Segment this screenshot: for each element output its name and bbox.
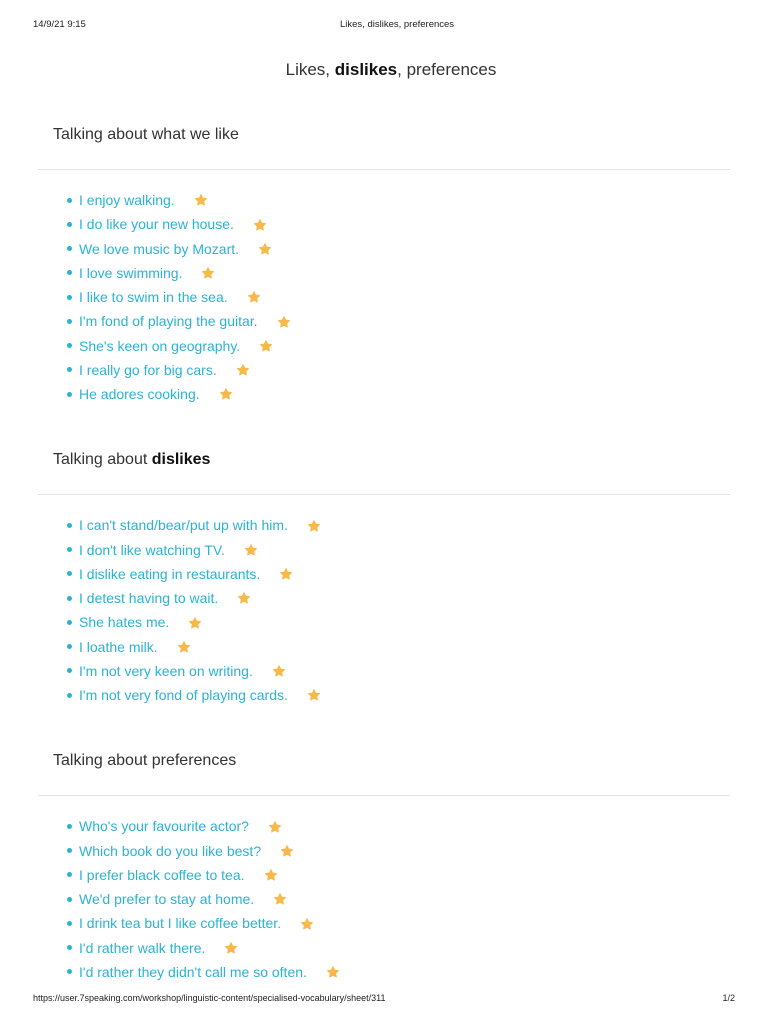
list-item (0, 188, 768, 212)
list-item (0, 659, 768, 683)
list-item (0, 839, 768, 863)
bullet-dot (67, 343, 72, 348)
star-icon[interactable] (259, 339, 273, 353)
star-icon[interactable] (264, 868, 278, 882)
star-icon[interactable] (224, 941, 238, 955)
phrase-text[interactable]: I can't stand/bear/put up with him. (79, 517, 288, 534)
bullet-dot (67, 295, 72, 300)
phrase-text[interactable]: We love music by Mozart. (79, 240, 240, 257)
print-date: 14/9/21 9:15 (33, 19, 86, 30)
page-title-end: , preferences (397, 60, 497, 79)
bullet-dot (67, 945, 72, 950)
list-item (0, 538, 768, 562)
phrase-text[interactable]: I really go for big cars. (79, 361, 217, 378)
list-item (0, 513, 768, 537)
star-icon[interactable] (194, 193, 208, 207)
list-item (0, 683, 768, 707)
phrase-text[interactable]: I love swimming. (79, 264, 183, 281)
list-item (0, 212, 768, 236)
list-item (0, 960, 768, 984)
section-heading-bold: dislikes (151, 451, 211, 469)
list-item (0, 358, 768, 382)
phrase-text[interactable]: I drink tea but I like coffee better. (79, 915, 282, 932)
section-heading (0, 450, 768, 470)
star-icon[interactable] (219, 387, 233, 401)
bullet-dot (67, 969, 72, 974)
list-item (0, 936, 768, 960)
phrase-text[interactable]: I'd rather walk there. (79, 939, 206, 956)
footer-url-link[interactable]: https://user.7speaking.com/workshop/linguistic-content/specialised-vocabulary/sheet/311 (33, 993, 386, 1003)
page-title-start: Likes, (285, 60, 335, 79)
star-icon[interactable] (300, 917, 314, 931)
bullet-dot (67, 921, 72, 926)
phrase-text[interactable]: Which book do you like best? (79, 842, 262, 859)
star-icon[interactable] (277, 315, 291, 329)
bullet-dot (67, 198, 72, 203)
bullet-dot (67, 523, 72, 528)
star-icon[interactable] (188, 616, 202, 630)
phrase-text[interactable]: I don't like watching TV. (79, 541, 225, 558)
list-item (0, 309, 768, 333)
phrase-text[interactable]: I do like your new house. (79, 216, 234, 233)
phrase-text[interactable]: She's keen on geography. (79, 337, 241, 354)
section-heading-text: Talking about (53, 451, 152, 469)
bullet-dot (67, 872, 72, 877)
bullet-dot (67, 824, 72, 829)
section-dislikes (0, 450, 768, 707)
list-item (0, 635, 768, 659)
phrase-list (0, 796, 768, 984)
page-title (14, 59, 768, 81)
list-item (0, 610, 768, 634)
print-footer (0, 991, 768, 1005)
content (0, 125, 768, 984)
star-icon[interactable] (201, 266, 215, 280)
section-heading-text: Talking about preferences (53, 752, 237, 770)
section-preferences (0, 751, 768, 984)
list-item (0, 285, 768, 309)
bullet-dot (67, 596, 72, 601)
phrase-text[interactable]: I detest having to wait. (79, 590, 219, 606)
bullet-dot (67, 571, 72, 576)
section-heading (0, 751, 768, 771)
phrase-list (0, 495, 768, 707)
phrase-text[interactable]: I'd rather they didn't call me so often. (79, 963, 307, 980)
bullet-dot (67, 897, 72, 902)
bullet-dot (67, 693, 72, 698)
phrase-text[interactable]: I'm not very keen on writing. (79, 662, 253, 679)
list-item (0, 261, 768, 285)
star-icon[interactable] (326, 965, 340, 979)
list-item (0, 237, 768, 261)
bullet-dot (67, 246, 72, 251)
list-item (0, 586, 768, 610)
page-title-bold: dislikes (334, 60, 398, 79)
bullet-dot (67, 620, 72, 625)
star-icon[interactable] (268, 820, 282, 834)
phrase-text[interactable]: Who's your favourite actor? (79, 818, 249, 835)
phrase-text[interactable]: I'm fond of playing the guitar. (79, 313, 258, 330)
section-heading-text: Talking about what we like (53, 126, 239, 143)
phrase-list (0, 170, 768, 406)
star-icon[interactable] (258, 242, 272, 256)
star-icon[interactable] (307, 688, 321, 702)
print-title: Likes, dislikes, preferences (340, 19, 455, 30)
bullet-dot (67, 392, 72, 397)
bullet-dot (67, 547, 72, 552)
phrase-text[interactable]: She hates me. (79, 614, 170, 631)
bullet-dot (67, 367, 72, 372)
list-item (0, 911, 768, 935)
list-item (0, 814, 768, 838)
list-item (0, 887, 768, 911)
print-header (0, 18, 768, 32)
phrase-text[interactable]: I like to swim in the sea. (79, 289, 228, 305)
list-item (0, 334, 768, 358)
star-icon[interactable] (307, 519, 321, 533)
bullet-dot (67, 668, 72, 673)
star-icon[interactable] (236, 363, 250, 377)
phrase-text[interactable]: We'd prefer to stay at home. (79, 891, 255, 907)
phrase-text[interactable]: I loathe milk. (79, 638, 158, 655)
star-icon[interactable] (177, 640, 191, 654)
bullet-dot (67, 270, 72, 275)
section-likes (0, 125, 768, 406)
phrase-text[interactable]: I enjoy walking. (79, 192, 175, 208)
star-icon[interactable] (237, 591, 251, 605)
star-icon[interactable] (273, 892, 287, 906)
phrase-text[interactable]: I'm not very fond of playing cards. (79, 687, 288, 703)
star-icon[interactable] (253, 218, 267, 232)
list-item (0, 382, 768, 406)
footer-page-number: 1/2 (722, 993, 735, 1003)
bullet-dot (67, 319, 72, 324)
bullet-dot (67, 644, 72, 649)
star-icon[interactable] (247, 290, 261, 304)
star-icon[interactable] (244, 543, 258, 557)
phrase-text[interactable]: He adores cooking. (79, 386, 200, 402)
star-icon[interactable] (279, 567, 293, 581)
list-item (0, 863, 768, 887)
bullet-dot (67, 848, 72, 853)
phrase-text[interactable]: I prefer black coffee to tea. (79, 866, 245, 883)
star-icon[interactable] (280, 844, 294, 858)
star-icon[interactable] (272, 664, 286, 678)
section-heading (0, 125, 768, 145)
list-item (0, 562, 768, 586)
bullet-dot (67, 222, 72, 227)
phrase-text[interactable]: I dislike eating in restaurants. (79, 565, 261, 582)
